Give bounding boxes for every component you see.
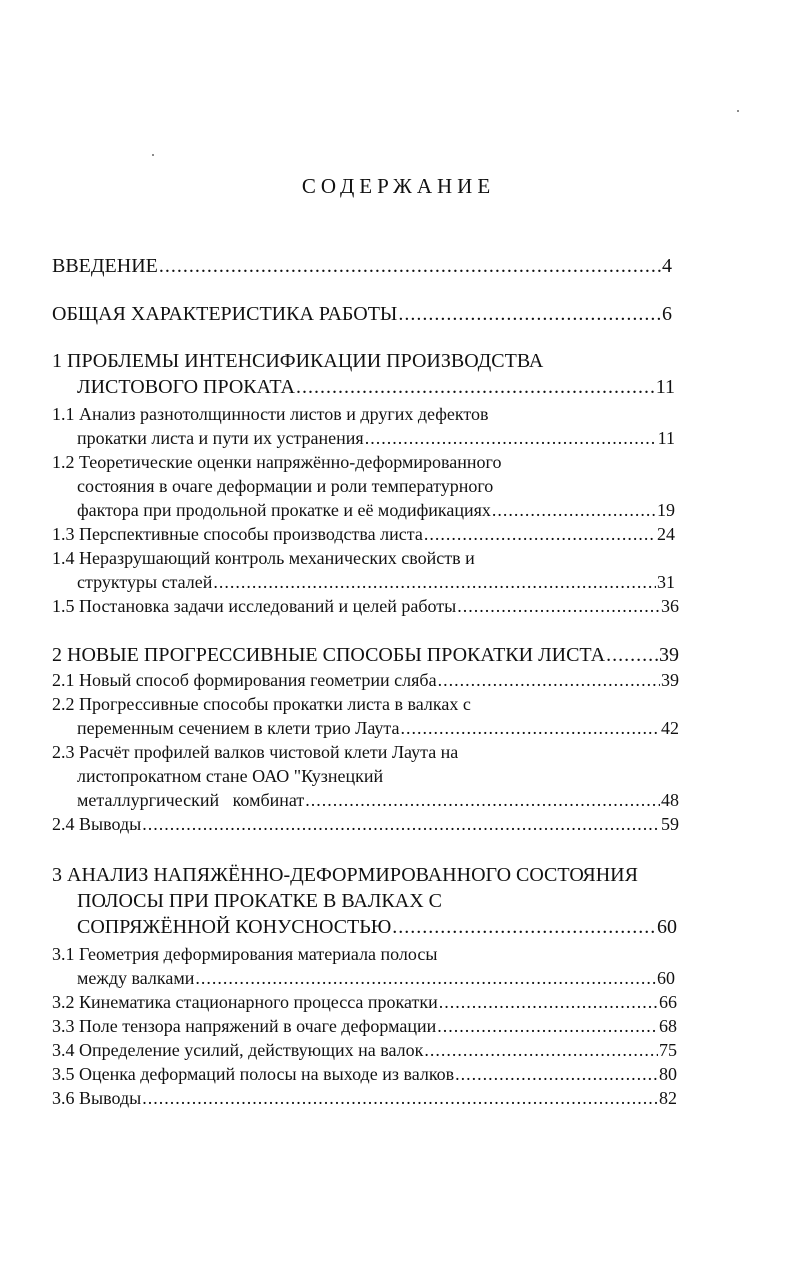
dot-leader bbox=[400, 716, 660, 740]
scan-speck bbox=[737, 110, 739, 112]
toc-entry-text: 2.4 Выводы bbox=[52, 814, 142, 834]
toc-entry-text: 3.5 Оценка деформаций полосы на выходе из валков bbox=[52, 1064, 455, 1084]
toc-entry-text: листопрокатном стане ОАО "Кузнецкий bbox=[77, 766, 384, 786]
toc-chapter-1-line1[interactable] bbox=[52, 348, 672, 374]
dot-leader bbox=[424, 1038, 658, 1062]
toc-section-1-2[interactable] bbox=[77, 498, 675, 522]
dot-leader bbox=[398, 301, 661, 327]
toc-section-2-2[interactable] bbox=[77, 716, 679, 740]
toc-section-1-1-line1[interactable] bbox=[52, 402, 672, 426]
toc-page-number: 19 bbox=[657, 500, 675, 520]
toc-section-1-4[interactable] bbox=[77, 570, 675, 594]
toc-entry-text: 3.1 Геометрия деформирования материала полосы bbox=[52, 944, 438, 964]
toc-entry-text: 3.3 Поле тензора напряжений в очаге деформации bbox=[52, 1016, 437, 1036]
toc-entry-text: 2.3 Расчёт профилей валков чистовой клети Лаута на bbox=[52, 742, 459, 762]
toc-section-2-3-line1[interactable] bbox=[52, 740, 672, 764]
dot-leader bbox=[457, 594, 660, 618]
dot-leader bbox=[439, 990, 658, 1014]
dot-leader bbox=[437, 1014, 658, 1038]
dot-leader bbox=[438, 668, 660, 692]
toc-page-number: 60 bbox=[657, 968, 675, 988]
toc-page-number: 80 bbox=[659, 1064, 677, 1084]
toc-page-number: 60 bbox=[657, 916, 677, 938]
toc-entry-text: 1.2 Теоретические оценки напряжённо-деформированного bbox=[52, 452, 502, 472]
toc-entry-text: ПОЛОСЫ ПРИ ПРОКАТКЕ В ВАЛКАХ С bbox=[77, 890, 442, 912]
toc-section-3-5[interactable] bbox=[52, 1062, 677, 1086]
toc-entry-text: 3.4 Определение усилий, действующих на валок bbox=[52, 1040, 424, 1060]
toc-chapter-3[interactable] bbox=[77, 914, 677, 940]
dot-leader bbox=[213, 570, 656, 594]
toc-entry-text: 3.2 Кинематика стационарного процесса прокатки bbox=[52, 992, 438, 1012]
toc-entry-text: 1 ПРОБЛЕМЫ ИНТЕНСИФИКАЦИИ ПРОИЗВОДСТВА bbox=[52, 350, 544, 372]
dot-leader bbox=[142, 1086, 658, 1110]
toc-entry-text: 2 НОВЫЕ ПРОГРЕССИВНЫЕ СПОСОБЫ ПРОКАТКИ ЛИСТА bbox=[52, 644, 606, 666]
dot-leader bbox=[142, 812, 660, 836]
toc-section-2-4[interactable] bbox=[52, 812, 679, 836]
dot-leader bbox=[492, 498, 656, 522]
toc-section-1-3[interactable] bbox=[52, 522, 675, 546]
toc-page-number: 6 bbox=[662, 303, 672, 325]
toc-page-number: 59 bbox=[661, 814, 679, 834]
toc-entry-intro[interactable] bbox=[52, 253, 672, 279]
toc-section-3-1-line1[interactable] bbox=[52, 942, 672, 966]
toc-page-number: 4 bbox=[662, 255, 672, 277]
toc-page-number: 36 bbox=[661, 596, 679, 616]
toc-page-number: 24 bbox=[657, 524, 675, 544]
toc-page-number: 42 bbox=[661, 718, 679, 738]
dot-leader bbox=[195, 966, 656, 990]
toc-entry-text: 1.1 Анализ разнотолщинности листов и других дефектов bbox=[52, 404, 489, 424]
toc-page-number: 75 bbox=[659, 1040, 677, 1060]
toc-chapter-1[interactable] bbox=[77, 374, 675, 400]
toc-section-1-5[interactable] bbox=[52, 594, 679, 618]
toc-section-1-2-line1[interactable] bbox=[52, 450, 672, 474]
toc-page-number: 39 bbox=[661, 670, 679, 690]
toc-section-1-1[interactable] bbox=[77, 426, 675, 450]
toc-chapter-2[interactable] bbox=[52, 642, 679, 668]
toc-entry-text: переменным сечением в клети трио Лаута bbox=[77, 718, 400, 738]
toc-section-3-4[interactable] bbox=[52, 1038, 677, 1062]
toc-section-3-1[interactable] bbox=[77, 966, 675, 990]
scan-speck bbox=[152, 154, 154, 156]
dot-leader bbox=[424, 522, 656, 546]
toc-entry-text: 1.5 Постановка задачи исследований и целей работы bbox=[52, 596, 457, 616]
toc-entry-text: фактора при продольной прокатке и её модификациях bbox=[77, 500, 491, 520]
toc-page-number: 48 bbox=[661, 790, 679, 810]
toc-chapter-3-line2[interactable] bbox=[77, 888, 675, 914]
toc-section-2-3-line2[interactable] bbox=[77, 764, 675, 788]
toc-entry-text: 1.3 Перспективные способы производства листа bbox=[52, 524, 423, 544]
toc-section-3-2[interactable] bbox=[52, 990, 677, 1014]
toc-entry-text: структуры сталей bbox=[77, 572, 213, 592]
toc-entry-text: ВВЕДЕНИЕ bbox=[52, 255, 158, 277]
toc-entry-text: 1.4 Неразрушающий контроль механических свойств и bbox=[52, 548, 475, 568]
toc-section-1-4-line1[interactable] bbox=[52, 546, 672, 570]
toc-section-2-2-line1[interactable] bbox=[52, 692, 672, 716]
dot-leader bbox=[159, 253, 661, 279]
dot-leader bbox=[365, 426, 657, 450]
dot-leader bbox=[305, 788, 660, 812]
dot-leader bbox=[296, 374, 655, 400]
toc-entry-text: 3 АНАЛИЗ НАПЯЖЁННО-ДЕФОРМИРОВАННОГО СОСТОЯНИЯ bbox=[52, 864, 638, 886]
toc-page-number: 68 bbox=[659, 1016, 677, 1036]
toc-section-1-2-line2[interactable] bbox=[77, 474, 675, 498]
dot-leader bbox=[606, 642, 658, 668]
toc-chapter-3-line1[interactable] bbox=[52, 862, 672, 888]
toc-page-number: 39 bbox=[659, 644, 679, 666]
toc-page-number: 31 bbox=[657, 572, 675, 592]
toc-page-number: 11 bbox=[657, 428, 675, 448]
toc-entry-text: ЛИСТОВОГО ПРОКАТА bbox=[77, 376, 295, 398]
toc-page-number: 66 bbox=[659, 992, 677, 1012]
dot-leader bbox=[392, 914, 656, 940]
toc-page-number: 82 bbox=[659, 1088, 677, 1108]
dot-leader bbox=[455, 1062, 658, 1086]
toc-section-2-3[interactable] bbox=[77, 788, 679, 812]
toc-entry-general[interactable] bbox=[52, 301, 672, 327]
toc-entry-text: 2.2 Прогрессивные способы прокатки листа в валках с bbox=[52, 694, 471, 714]
toc-entry-text: между валками bbox=[77, 968, 195, 988]
toc-section-2-1[interactable] bbox=[52, 668, 679, 692]
toc-entry-text: металлургический комбинат bbox=[77, 790, 305, 810]
toc-entry-text: состояния в очаге деформации и роли температурного bbox=[77, 476, 494, 496]
toc-entry-text: ОБЩАЯ ХАРАКТЕРИСТИКА РАБОТЫ bbox=[52, 303, 398, 325]
toc-entry-text: прокатки листа и пути их устранения bbox=[77, 428, 364, 448]
toc-section-3-3[interactable] bbox=[52, 1014, 677, 1038]
toc-entry-text: 2.1 Новый способ формирования геометрии сляба bbox=[52, 670, 437, 690]
toc-page-number: 11 bbox=[655, 376, 675, 398]
toc-section-3-6[interactable] bbox=[52, 1086, 677, 1110]
toc-entry-text: 3.6 Выводы bbox=[52, 1088, 142, 1108]
toc-entry-text: СОПРЯЖЁННОЙ КОНУСНОСТЬЮ bbox=[77, 916, 392, 938]
page-title: СОДЕРЖАНИЕ bbox=[301, 174, 496, 198]
